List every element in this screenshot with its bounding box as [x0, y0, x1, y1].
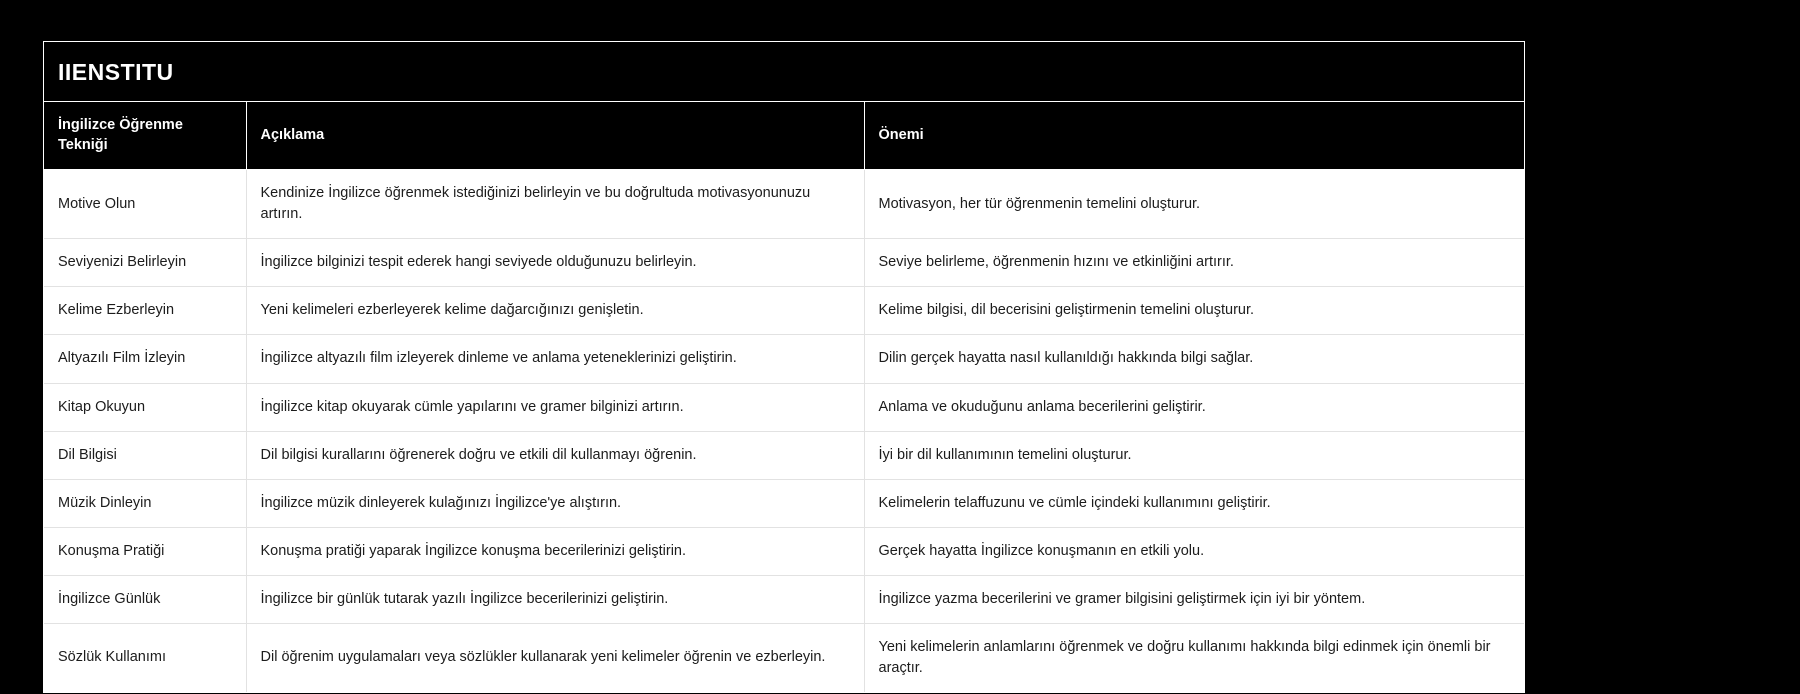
cell-technique: Seviyenizi Belirleyin: [44, 239, 246, 287]
cell-importance: Yeni kelimelerin anlamlarını öğrenmek ve doğru kullanımı hakkında bilgi edinmek için önemli bir araçtır.: [864, 623, 1524, 692]
table-body: [44, 170, 1524, 692]
cell-importance: Dilin gerçek hayatta nasıl kullanıldığı hakkında bilgi sağlar.: [864, 335, 1524, 383]
table-row: [44, 383, 1524, 431]
cell-description: İngilizce bilginizi tespit ederek hangi seviyede olduğunuzu belirleyin.: [246, 239, 864, 287]
cell-importance: Kelime bilgisi, dil becerisini geliştirmenin temelini oluşturur.: [864, 287, 1524, 335]
cell-technique: Altyazılı Film İzleyin: [44, 335, 246, 383]
cell-importance: Motivasyon, her tür öğrenmenin temelini oluşturur.: [864, 170, 1524, 239]
table-row: [44, 479, 1524, 527]
cell-technique: İngilizce Günlük: [44, 575, 246, 623]
table-row: [44, 527, 1524, 575]
brand-header: [44, 42, 1524, 102]
table-row: [44, 170, 1524, 239]
cell-importance: Anlama ve okuduğunu anlama becerilerini geliştirir.: [864, 383, 1524, 431]
cell-technique: Kelime Ezberleyin: [44, 287, 246, 335]
table-row: [44, 623, 1524, 692]
cell-technique: Müzik Dinleyin: [44, 479, 246, 527]
cell-importance: İyi bir dil kullanımının temelini oluşturur.: [864, 431, 1524, 479]
table-row: [44, 335, 1524, 383]
cell-technique: Motive Olun: [44, 170, 246, 239]
column-header-importance: Önemi: [864, 102, 1524, 170]
brand-title: IIENSTITU: [58, 59, 174, 85]
cell-description: Konuşma pratiği yaparak İngilizce konuşma becerilerinizi geliştirin.: [246, 527, 864, 575]
cell-description: Dil öğrenim uygulamaları veya sözlükler kullanarak yeni kelimeler öğrenin ve ezberleyin.: [246, 623, 864, 692]
infographic-table-card: [43, 41, 1525, 693]
column-header-description: Açıklama: [246, 102, 864, 170]
cell-importance: İngilizce yazma becerilerini ve gramer bilgisini geliştirmek için iyi bir yöntem.: [864, 575, 1524, 623]
cell-description: Dil bilgisi kurallarını öğrenerek doğru ve etkili dil kullanmayı öğrenin.: [246, 431, 864, 479]
cell-technique: Konuşma Pratiği: [44, 527, 246, 575]
table-row: [44, 431, 1524, 479]
column-header-technique: İngilizce Öğrenme Tekniği: [44, 102, 246, 170]
cell-importance: Kelimelerin telaffuzunu ve cümle içindeki kullanımını geliştirir.: [864, 479, 1524, 527]
table-header: [44, 102, 1524, 170]
cell-description: İngilizce bir günlük tutarak yazılı İngilizce becerilerinizi geliştirin.: [246, 575, 864, 623]
cell-description: Yeni kelimeleri ezberleyerek kelime dağarcığınızı genişletin.: [246, 287, 864, 335]
cell-description: İngilizce altyazılı film izleyerek dinleme ve anlama yeteneklerinizi geliştirin.: [246, 335, 864, 383]
cell-description: İngilizce müzik dinleyerek kulağınızı İngilizce'ye alıştırın.: [246, 479, 864, 527]
cell-description: Kendinize İngilizce öğrenmek istediğinizi belirleyin ve bu doğrultuda motivasyonunuzu artırın.: [246, 170, 864, 239]
table-row: [44, 287, 1524, 335]
cell-importance: Seviye belirleme, öğrenmenin hızını ve etkinliğini artırır.: [864, 239, 1524, 287]
cell-technique: Kitap Okuyun: [44, 383, 246, 431]
cell-importance: Gerçek hayatta İngilizce konuşmanın en etkili yolu.: [864, 527, 1524, 575]
table-header-row: [44, 102, 1524, 170]
cell-technique: Sözlük Kullanımı: [44, 623, 246, 692]
cell-description: İngilizce kitap okuyarak cümle yapılarını ve gramer bilginizi artırın.: [246, 383, 864, 431]
table-row: [44, 575, 1524, 623]
english-learning-techniques-table: [44, 102, 1524, 691]
table-row: [44, 239, 1524, 287]
cell-technique: Dil Bilgisi: [44, 431, 246, 479]
